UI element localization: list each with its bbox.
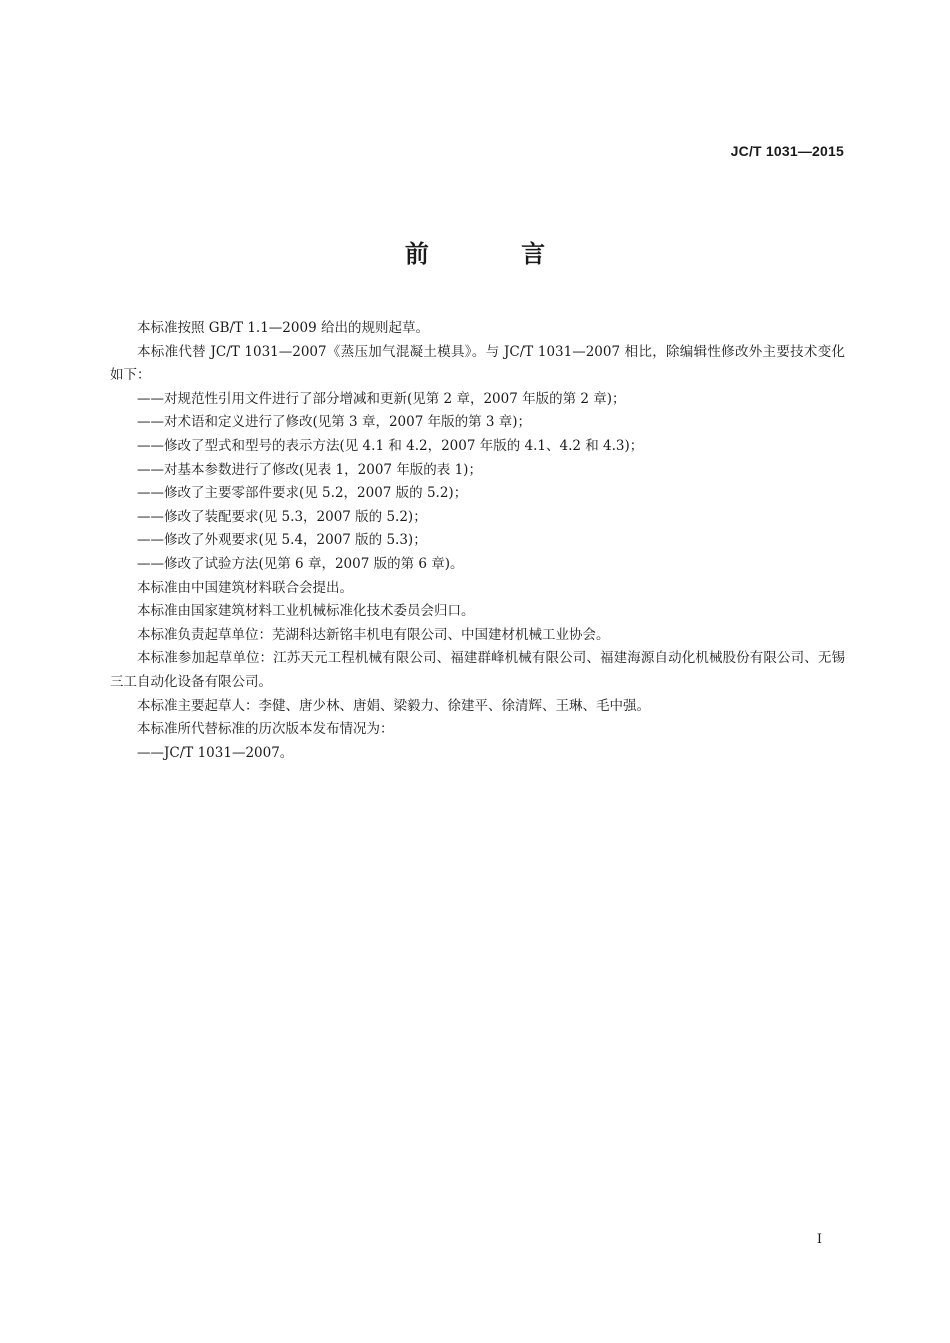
paragraph-replacement: 本标准代替 JC/T 1031—2007《蒸压加气混凝土模具》。与 JC/T 1031—2007 相比，除编辑性修改外主要技术变化如下： [110,343,845,384]
paragraph-administered-by: 本标准由国家建筑材料工业机械标准化技术委员会归口。 [137,603,475,620]
foreword-body [110,317,845,765]
paragraph-previous-editions: 本标准所代替标准的历次版本发布情况为： [137,721,394,738]
change-item: ——修改了试验方法(见第 6 章，2007 版的第 6 章)。 [137,555,464,572]
paragraph-participating-units: 本标准参加起草单位：江苏天元工程机械有限公司、福建群峰机械有限公司、福建海源自动化机械股份有限公司、无锡三工自动化设备有限公司。 [110,650,845,690]
change-item: ——修改了型式和型号的表示方法(见 4.1 和 4.2，2007 年版的 4.1、4.2 和 4.3)； [137,437,644,454]
change-item: ——修改了外观要求(见 5.4，2007 版的 5.3)； [137,532,427,549]
document-code: JC/T 1031—2015 [730,143,844,159]
change-item: ——对基本参数进行了修改(见表 1，2007 年版的表 1)； [137,461,482,478]
change-item: ——修改了主要零部件要求(见 5.2，2007 版的 5.2)； [137,485,468,502]
page-number: I [816,1232,822,1247]
paragraph-drafting-rules: 本标准按照 GB/T 1.1—2009 给出的规则起草。 [137,320,429,336]
previous-edition-item: ——JC/T 1031—2007。 [137,744,294,761]
page-title: 前 言 [404,240,588,268]
change-item: ——修改了装配要求(见 5.3，2007 版的 5.2)； [137,508,427,525]
paragraph-proposed-by: 本标准由中国建筑材料联合会提出。 [137,579,353,596]
paragraph-main-drafting-unit: 本标准负责起草单位：芜湖科达新铭丰机电有限公司、中国建材机械工业协会。 [137,626,610,643]
paragraph-drafters: 本标准主要起草人：李健、唐少林、唐娟、梁毅力、徐建平、徐清辉、王琳、毛中强。 [137,697,650,714]
change-item: ——对规范性引用文件进行了部分增减和更新(见第 2 章，2007 年版的第 2 章)； [137,390,626,407]
change-item: ——对术语和定义进行了修改(见第 3 章，2007 年版的第 3 章)； [137,414,532,431]
